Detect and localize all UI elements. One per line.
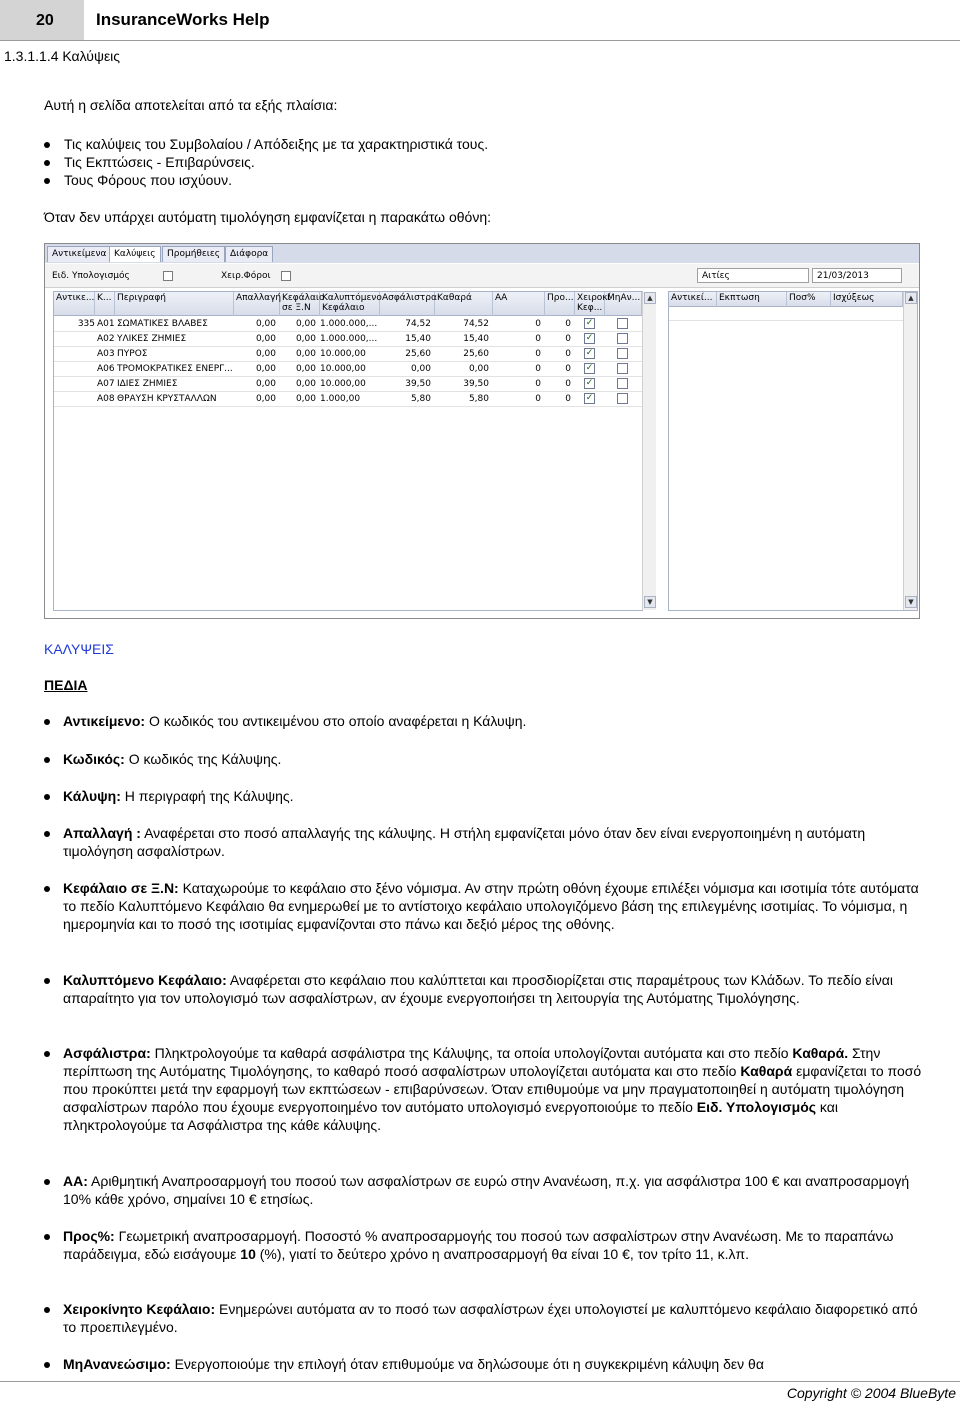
cell-ded[interactable]: 0,00 <box>255 319 276 329</box>
cell-cap[interactable]: 10.000,00 <box>320 349 366 359</box>
non-renewable-checkbox[interactable] <box>617 333 628 344</box>
discounts-empty-row[interactable] <box>669 307 903 321</box>
col-foreign-capital[interactable]: Κεφάλαιο σε Ξ.Ν <box>280 292 320 316</box>
grid-scrollbar[interactable] <box>642 292 656 610</box>
bullet-dot <box>44 794 50 800</box>
intro-bullet-text: Τις Εκπτώσεις - Επιβαρύνσεις. <box>64 154 255 170</box>
bullet-dot <box>44 1179 50 1185</box>
footer-divider <box>0 1381 960 1382</box>
bullet-dot <box>44 178 50 184</box>
special-calc-checkbox[interactable] <box>163 271 173 281</box>
breadcrumb: 1.3.1.1.4 Καλύψεις <box>4 48 121 64</box>
cell-cap[interactable]: 1.000,00 <box>320 394 361 404</box>
col-effective[interactable]: Ισχύξεως <box>831 292 903 307</box>
cell-aa[interactable]: 0 <box>535 394 541 404</box>
field-deductible: Απαλλαγή : Αναφέρεται στο ποσό απαλλαγής της κάλυψης. Η στήλη εμφανίζεται μόνο όταν δεν είναι ενεργοποιημένη η αυτόματη τιμολόγηση ασφαλίστρων. <box>63 825 866 859</box>
cell-aa[interactable]: 0 <box>535 319 541 329</box>
field-covered-capital: Καλυπτόμενο Κεφάλαιο: Αναφέρεται στο κεφάλαιο που καλύπτεται και προσδιορίζεται στις παραμέτρους των Κλάδων. Το πεδίο είναι απαραίτητο για τον υπολογισμό των ασφαλίστρων, αν έχουμε ενεργοποιήσει τη λειτουργία της Αυτόματης Τιμολόγησης. <box>63 972 893 1006</box>
cell-ded[interactable]: 0,00 <box>255 379 276 389</box>
cell-aa[interactable]: 0 <box>535 349 541 359</box>
field-manual-capital: Χειροκίνητο Κεφάλαιο: Ενημερώνει αυτόματα αν το ποσό των ασφαλίστρων έχει υπολογιστεί με καλυπτόμενο κεφάλαιο διαφορετικό από το προεπιλεγμένο. <box>63 1301 918 1335</box>
coverages-screenshot <box>44 243 920 619</box>
non-renewable-checkbox[interactable] <box>617 378 628 389</box>
cell-aa[interactable]: 0 <box>535 334 541 344</box>
field-premium: Ασφάλιστρα: Πληκτρολογούμε τα καθαρά ασφάλιστρα της Κάλυψης, τα οποία υπολογίζονται αυτόματα και στο πεδίο Καθαρά. Στην περίπτωση της Αυτόματης Τιμολόγησης, το καθαρό ποσό ασφαλίστρων υπολογίζεται αυτόματα και στο πεδίο Καθαρά εμφανίζεται το ποσό που προκύπτει μετά την εφαρμογή των εκπτώσεων - επιβαρύνσεων. Όταν επιθυμούμε να μην πραγματοποιηθεί η αυτόματη τιμολόγηση ασφαλίστρων παρόλο που έχουμε ενεργοποιημένο τον αυτόματο υπολογισμό ενεργοποιούμε το πεδίο Ειδ. Υπολογισμός και πληκτρολογούμε τα Ασφάλιστρα της κάθε κάλυψης. <box>63 1045 922 1133</box>
cell-fx[interactable]: 0,00 <box>295 394 316 404</box>
tab-objects[interactable]: Αντικείμενα <box>47 246 111 262</box>
cell-aa[interactable]: 0 <box>535 364 541 374</box>
cell-fx[interactable]: 0,00 <box>295 379 316 389</box>
cell-ded[interactable]: 0,00 <box>255 394 276 404</box>
bullet-dot <box>44 886 50 892</box>
manual-capital-checkbox[interactable]: ✓ <box>585 393 594 403</box>
cell-fx[interactable]: 0,00 <box>295 349 316 359</box>
cell-cap[interactable]: 10.000,00 <box>320 364 366 374</box>
intro-text: Αυτή η σελίδα αποτελείται από τα εξής πλαίσια: <box>44 97 338 113</box>
non-renewable-checkbox[interactable] <box>617 318 628 329</box>
cell-obj[interactable]: 335 <box>77 319 95 329</box>
cell-net[interactable]: 39,50 <box>463 379 489 389</box>
cell-net[interactable]: 25,60 <box>463 349 489 359</box>
cell-cap[interactable]: 10.000,00 <box>320 379 366 389</box>
cell-desc[interactable]: ΘΡΑΥΣΗ ΚΡΥΣΤΑΛΛΩΝ <box>117 394 217 404</box>
table-row[interactable] <box>54 377 642 392</box>
page-header <box>0 0 960 40</box>
bullet-dot <box>44 1051 50 1057</box>
date-field[interactable]: 21/03/2013 <box>812 268 902 283</box>
col-object[interactable]: Αντικε... <box>54 292 95 316</box>
cell-ded[interactable]: 0,00 <box>255 334 276 344</box>
copyright: Copyright © 2004 BlueByte <box>786 1385 956 1401</box>
cell-net[interactable]: 15,40 <box>463 334 489 344</box>
cell-cap[interactable]: 1.000.000,... <box>320 334 378 344</box>
cell-desc[interactable]: ΣΩΜΑΤΙΚΕΣ ΒΛΑΒΕΣ <box>117 319 208 329</box>
col-covered-capital[interactable]: Καλυπτόμενο Κεφάλαιο <box>320 292 380 316</box>
col-disc-object[interactable]: Αντικεί... <box>669 292 717 307</box>
cell-pro[interactable]: 0 <box>565 349 571 359</box>
field-foreign-capital: Κεφάλαιο σε Ξ.Ν: Καταχωρούμε το κεφάλαιο στο ξένο νόμισμα. Αν στην πρώτη οθόνη έχουμε επιλέξει νόμισμα και ισοτιμία τότε αυτόματα το πεδίο Καλυπτόμενο Κεφάλαιο θα ενημερωθεί με το αντίστοιχο κεφάλαιο υπολογιζόμενο βάση της επιλεγμένης ισοτιμίας. Το νόμισμα, η ημερομηνία και το ποσό της ισοτιμίας εμφανίζονται στο πάνω και δεξιό μέρος της οθόνης. <box>63 880 919 932</box>
special-calc-label: Ειδ. Υπολογισμός <box>52 271 130 281</box>
fields-title: ΠΕΔΙΑ <box>44 677 88 693</box>
cell-aa[interactable]: 0 <box>535 379 541 389</box>
section-title: ΚΑΛΥΨΕΙΣ <box>44 641 114 657</box>
page-number-box <box>0 0 85 40</box>
manual-capital-checkbox[interactable]: ✓ <box>585 333 594 343</box>
manual-capital-checkbox[interactable]: ✓ <box>585 363 594 373</box>
cell-code[interactable]: A01 <box>97 319 115 329</box>
cell-code[interactable]: A02 <box>97 334 115 344</box>
col-net[interactable]: Καθαρά <box>435 292 493 316</box>
scroll-up-icon[interactable]: ▲ <box>905 292 917 304</box>
bullet-dot <box>44 978 50 984</box>
col-aa[interactable]: ΑΑ <box>493 292 545 316</box>
intro-bullet-text: Τους Φόρους που ισχύουν. <box>64 172 232 188</box>
col-discount[interactable]: Εκπτωση <box>717 292 787 307</box>
intro-bullet-text: Τις καλύψεις του Συμβολαίου / Απόδειξης με τα χαρακτηριστικά τους. <box>64 136 489 152</box>
table-row[interactable] <box>54 317 642 332</box>
col-percent[interactable]: Ποσ% <box>787 292 831 307</box>
cell-ded[interactable]: 0,00 <box>255 364 276 374</box>
discounts-grid <box>668 291 918 611</box>
cell-cap[interactable]: 1.000.000,... <box>320 319 378 329</box>
col-manual-capital[interactable]: Χειροκί Κεφ... <box>575 292 605 316</box>
manual-tax-checkbox[interactable] <box>281 271 291 281</box>
cell-pro[interactable]: 0 <box>565 379 571 389</box>
non-renewable-checkbox[interactable] <box>617 348 628 359</box>
cell-code[interactable]: A08 <box>97 394 115 404</box>
table-row[interactable] <box>54 392 642 407</box>
field-code: Κωδικός: Ο κωδικός της Κάλυψης. <box>63 751 282 767</box>
cell-pro[interactable]: 0 <box>565 334 571 344</box>
table-row[interactable] <box>54 347 642 362</box>
coverages-grid <box>53 291 653 611</box>
bullet-dot <box>44 831 50 837</box>
grid-header <box>54 292 642 316</box>
col-deductible[interactable]: Απαλλαγή <box>234 292 280 316</box>
cell-code[interactable]: A06 <box>97 364 115 374</box>
col-code[interactable]: Κ... <box>95 292 115 316</box>
cell-net[interactable]: 74,52 <box>463 319 489 329</box>
col-pros[interactable]: Προ... <box>545 292 575 316</box>
manual-capital-checkbox[interactable]: ✓ <box>585 348 594 358</box>
field-pros: Προς%: Γεωμετρική αναπροσαρμογή. Ποσοστό % αναπροσαρμογής του ποσού των ασφαλίστρων στην Ανανέωση. Με το παραπάνω παράδειγμα, εδώ εισάγουμε 10 (%), γιατί το δεύτερο χρόνο η αναπροσαρμογή θα είναι 10 €, τον τρίτο 11, κ.λπ. <box>63 1228 894 1262</box>
col-premium[interactable]: Ασφάλιστρα <box>380 292 435 316</box>
bullet-dot <box>44 1362 50 1368</box>
cell-fx[interactable]: 0,00 <box>295 319 316 329</box>
tab-bar <box>45 244 919 263</box>
cell-prem[interactable]: 74,52 <box>405 319 431 329</box>
cell-ded[interactable]: 0,00 <box>255 349 276 359</box>
help-title: InsuranceWorks Help <box>96 10 270 29</box>
bullet-dot <box>44 142 50 148</box>
scroll-down-icon[interactable]: ▼ <box>905 596 917 608</box>
discounts-scrollbar[interactable] <box>903 292 917 610</box>
cell-code[interactable]: A07 <box>97 379 115 389</box>
tab-coverages[interactable]: Καλύψεις <box>109 246 161 262</box>
cell-prem[interactable]: 0,00 <box>410 364 431 374</box>
manual-capital-checkbox[interactable]: ✓ <box>585 378 594 388</box>
cell-desc[interactable]: ΤΡΟΜΟΚΡΑΤΙΚΕΣ ΕΝΕΡΓ... <box>117 364 233 374</box>
page-number: 20 <box>36 12 54 29</box>
cell-net[interactable]: 5,80 <box>468 394 489 404</box>
field-coverage: Κάλυψη: Η περιγραφή της Κάλυψης. <box>63 788 294 804</box>
cell-pro[interactable]: 0 <box>565 364 571 374</box>
cell-prem[interactable]: 15,40 <box>405 334 431 344</box>
cell-desc[interactable]: ΥΛΙΚΕΣ ΖΗΜΙΕΣ <box>117 334 187 344</box>
cell-prem[interactable]: 25,60 <box>405 349 431 359</box>
cell-prem[interactable]: 5,80 <box>410 394 431 404</box>
table-row[interactable] <box>54 332 642 347</box>
bullet-dot <box>44 160 50 166</box>
table-row[interactable] <box>54 362 642 377</box>
header-divider <box>0 40 960 41</box>
bullet-dot <box>44 757 50 763</box>
options-row <box>45 264 919 288</box>
cell-desc[interactable]: ΠΥΡΟΣ <box>117 349 148 359</box>
field-object: Αντικείμενο: Ο κωδικός του αντικειμένου στο οποίο αναφέρεται η Κάλυψη. <box>63 713 527 729</box>
cell-net[interactable]: 0,00 <box>468 364 489 374</box>
bullet-dot <box>44 1234 50 1240</box>
field-non-renewable: ΜηΑνανεώσιμο: Ενεργοποιούμε την επιλογή όταν επιθυμούμε να δηλώσουμε ότι η συγκεκριμένη κάλυψη δεν θα <box>63 1356 764 1372</box>
scroll-up-icon[interactable]: ▲ <box>644 292 656 304</box>
col-non-renewable[interactable]: ΜηΑν... <box>605 292 642 316</box>
non-renewable-checkbox[interactable] <box>617 363 628 374</box>
cell-fx[interactable]: 0,00 <box>295 334 316 344</box>
screen-note: Όταν δεν υπάρχει αυτόματη τιμολόγηση εμφανίζεται η παρακάτω οθόνη: <box>44 209 492 225</box>
tab-commissions[interactable]: Προμήθειες <box>162 246 225 262</box>
non-renewable-checkbox[interactable] <box>617 393 628 404</box>
cell-pro[interactable]: 0 <box>565 319 571 329</box>
cell-fx[interactable]: 0,00 <box>295 364 316 374</box>
cell-prem[interactable]: 39,50 <box>405 379 431 389</box>
col-description[interactable]: Περιγραφή <box>115 292 234 316</box>
reasons-field[interactable]: Αιτίες <box>697 268 809 283</box>
cell-pro[interactable]: 0 <box>565 394 571 404</box>
manual-capital-checkbox[interactable]: ✓ <box>585 318 594 328</box>
discounts-header <box>669 292 917 307</box>
cell-code[interactable]: A03 <box>97 349 115 359</box>
bullet-dot <box>44 1307 50 1313</box>
tab-misc[interactable]: Διάφορα <box>225 246 273 262</box>
field-aa: ΑΑ: Αριθμητική Αναπροσαρμογή του ποσού των ασφαλίστρων σε ευρώ στην Ανανέωση, π.χ. για ασφάλιστρα 100 € και αναπροσαρμογή 10% κάθε χρόνο, σημαίνει 10 € ετησίως. <box>63 1173 910 1207</box>
manual-tax-label: Χειρ.Φόροι <box>221 271 271 281</box>
scroll-down-icon[interactable]: ▼ <box>644 596 656 608</box>
cell-desc[interactable]: ΙΔΙΕΣ ΖΗΜΙΕΣ <box>117 379 178 389</box>
bullet-dot <box>44 719 50 725</box>
